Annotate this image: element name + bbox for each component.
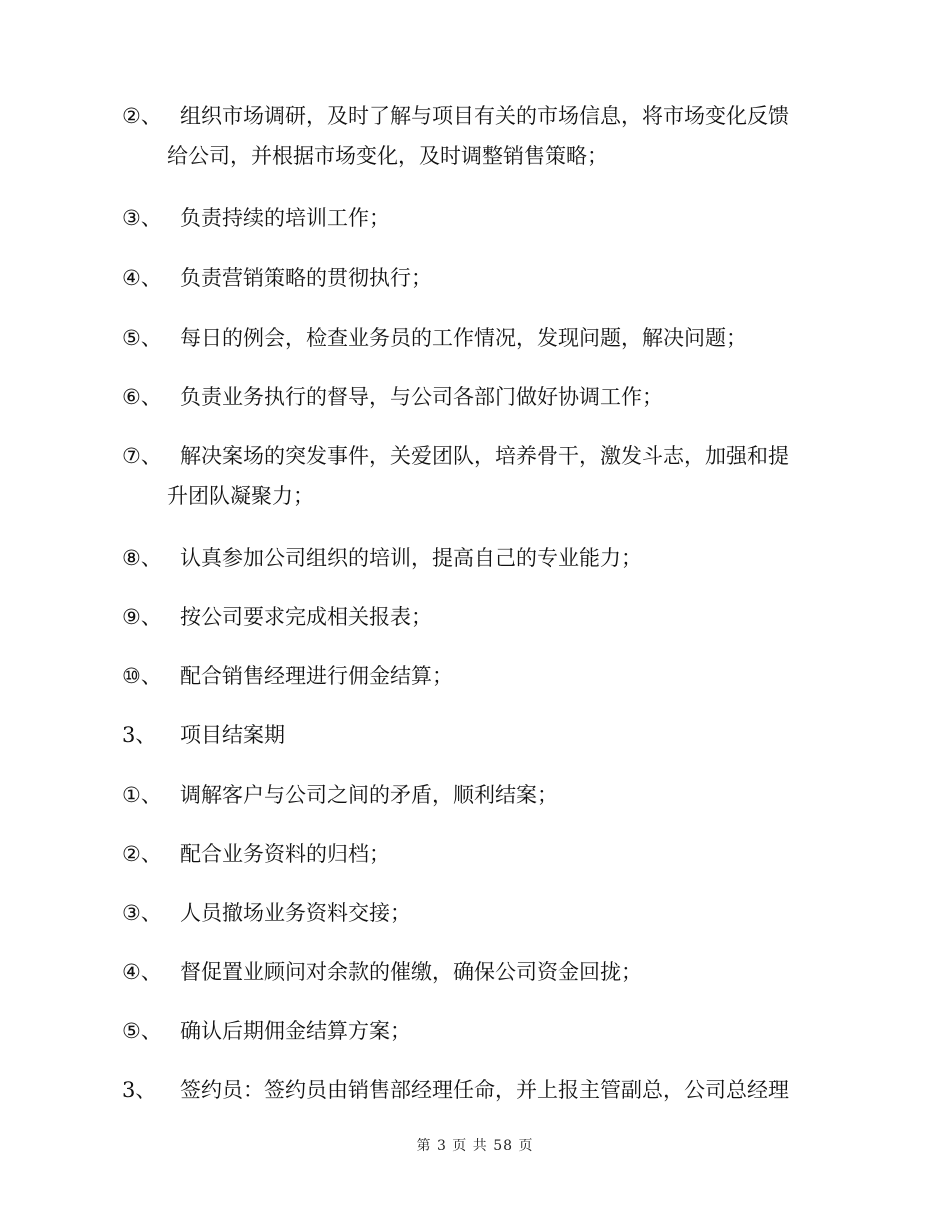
list-marker: ③、 (122, 206, 162, 230)
list-item-text: 人员撤场业务资料交接； (180, 901, 411, 925)
list-marker: ②、 (122, 104, 162, 128)
list-item (122, 96, 822, 176)
section-heading (122, 1070, 822, 1110)
list-item-text: 调解客户与公司之间的矛盾，顺利结案； (180, 783, 558, 807)
list-item-text: 按公司要求完成相关报表； (180, 605, 432, 629)
list-marker: ①、 (122, 783, 162, 807)
list-item-text: 组织市场调研，及时了解与项目有关的市场信息，将市场变化反馈 (180, 104, 789, 128)
list-marker: ⑩、 (122, 664, 162, 688)
section-number: 3、 (122, 1078, 157, 1102)
page-footer: 第 3 页 共 58 页 (416, 1138, 534, 1154)
list-item-text: 负责业务执行的督导，与公司各部门做好协调工作； (180, 385, 663, 409)
list-marker: ⑤、 (122, 1019, 162, 1043)
list-item-text-continued: 给公司，并根据市场变化，及时调整销售策略； (167, 144, 608, 168)
list-item (122, 258, 822, 298)
list-item-text-continued: 升团队凝聚力； (167, 484, 314, 508)
list-marker: ⑨、 (122, 605, 162, 629)
list-marker: ②、 (122, 842, 162, 866)
list-marker: ⑧、 (122, 546, 162, 570)
list-item-text: 每日的例会，检查业务员的工作情况，发现问题，解决问题； (180, 326, 747, 350)
list-item-text: 负责持续的培训工作； (180, 206, 390, 230)
section-number: 3、 (122, 723, 157, 747)
list-item-text: 认真参加公司组织的培训，提高自己的专业能力； (180, 546, 642, 570)
list-item (122, 775, 822, 815)
list-marker: ④、 (122, 960, 162, 984)
list-item-text: 配合销售经理进行佣金结算； (180, 664, 453, 688)
section-heading (122, 715, 822, 755)
list-item (122, 198, 822, 238)
list-item (122, 1011, 822, 1051)
list-marker: ⑦、 (122, 444, 162, 468)
list-marker: ⑥、 (122, 385, 162, 409)
list-item (122, 656, 822, 696)
list-marker: ④、 (122, 266, 162, 290)
list-item (122, 952, 822, 992)
section-heading-text: 签约员：签约员由销售部经理任命，并上报主管副总，公司总经理 (180, 1078, 789, 1102)
section-heading-text: 项目结案期 (180, 723, 285, 747)
list-marker: ③、 (122, 901, 162, 925)
list-marker: ⑤、 (122, 326, 162, 350)
list-item-text: 督促置业顾问对余款的催缴，确保公司资金回拢； (180, 960, 642, 984)
list-item-text: 负责营销策略的贯彻执行； (180, 266, 432, 290)
list-item-text: 配合业务资料的归档； (180, 842, 390, 866)
list-item-text: 解决案场的突发事件，关爱团队，培养骨干，激发斗志，加强和提 (180, 444, 789, 468)
list-item (122, 436, 822, 516)
list-item (122, 377, 822, 417)
list-item (122, 834, 822, 874)
list-item-text: 确认后期佣金结算方案； (180, 1019, 411, 1043)
list-item (122, 893, 822, 933)
list-item (122, 597, 822, 637)
list-item (122, 318, 822, 358)
list-item (122, 538, 822, 578)
